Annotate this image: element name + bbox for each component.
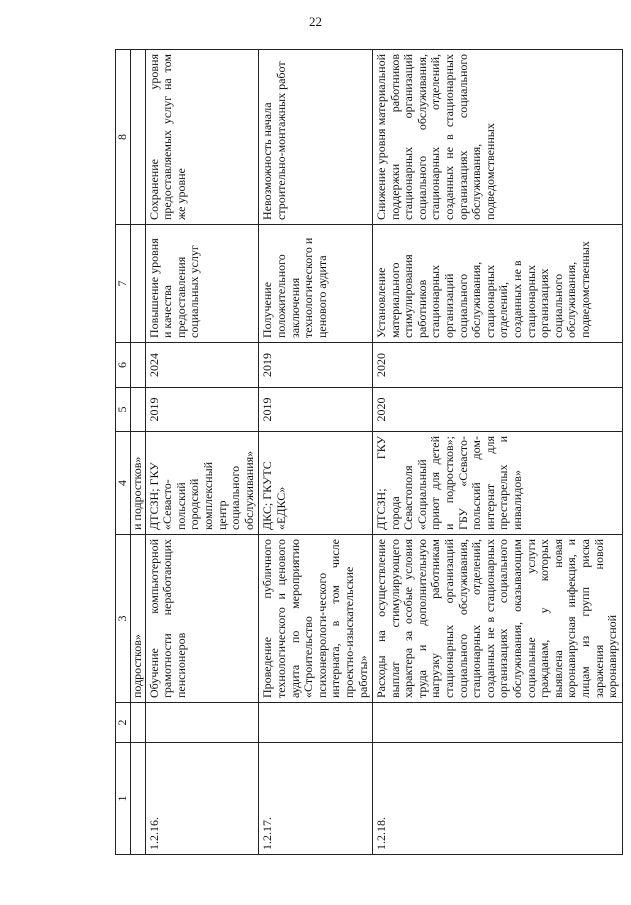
header-cell-3: 3 <box>116 535 131 703</box>
table-row <box>259 50 373 855</box>
cont-cell-7 <box>131 225 146 343</box>
header-cell-4: 4 <box>116 432 131 535</box>
cont-executor: и подростков» <box>131 432 146 535</box>
row-end-year: 2020 <box>373 343 623 388</box>
row-col2 <box>145 703 259 743</box>
row-consequence: Снижение уровня материальной поддержки работников стационарных организаций социального обслуживания, стационарных отделений, созданных не в стационарных организациях социального обслуживания, подведомственных <box>373 50 623 225</box>
cont-cell-8 <box>131 50 146 225</box>
row-executor: ДТСЗН; ГКУ «Севасто-польский городской комплексный центр социального обслуживания» <box>145 432 259 535</box>
continuation-row <box>131 50 146 855</box>
row-col2 <box>373 703 623 743</box>
header-cell-6: 6 <box>116 343 131 388</box>
page-number: 22 <box>309 14 322 29</box>
cont-event: подростков» <box>131 535 146 703</box>
row-executor: ДКС; ГКУТС «ЕДКС» <box>259 432 373 535</box>
cont-cell-1 <box>131 743 146 855</box>
header-cell-1: 1 <box>116 743 131 855</box>
row-event: Проведение публичного технологического и ценового аудита по мероприятию «Строительство психоневрологи-ческого интерната, в том числе проектно-изыскательские работы» <box>259 535 373 703</box>
row-result: Повышение уровня и качества предоставления социальных услуг <box>145 225 259 343</box>
row-result: Получение положительного заключения технологического и ценового аудита <box>259 225 373 343</box>
cont-cell-6 <box>131 343 146 388</box>
header-row <box>116 50 131 855</box>
table-row <box>373 50 623 855</box>
header-cell-7: 7 <box>116 225 131 343</box>
header-cell-8: 8 <box>116 50 131 225</box>
row-consequence: Невозможность начала строительно-монтажных работ <box>259 50 373 225</box>
row-consequence: Сохранение уровня предоставляемых услуг на том же уровне <box>145 50 259 225</box>
row-result: Установление материального стимулирования работников стационарных организаций социального обслуживания, стационарных отделений, созданных не в стационарных организациях социального обслуживания, подведомственных <box>373 225 623 343</box>
measures-table <box>115 49 623 855</box>
rotated-table-wrapper <box>115 50 620 855</box>
row-col2 <box>259 703 373 743</box>
row-end-year: 2024 <box>145 343 259 388</box>
row-event: Обучение компьютерной грамотности неработающих пенсионеров <box>145 535 259 703</box>
row-start-year: 2020 <box>373 388 623 432</box>
header-cell-5: 5 <box>116 388 131 432</box>
row-start-year: 2019 <box>145 388 259 432</box>
row-number: 1.2.16. <box>145 743 259 855</box>
cont-cell-5 <box>131 388 146 432</box>
table-row <box>145 50 259 855</box>
row-end-year: 2019 <box>259 343 373 388</box>
row-number: 1.2.18. <box>373 743 623 855</box>
row-number: 1.2.17. <box>259 743 373 855</box>
row-executor: ДТСЗН; ГКУ города Севастополя «Социальный приют для детей и подростков»; ГБУ «Севасто-польский дом-интернат для престарелых и инвалидов» <box>373 432 623 535</box>
row-event: Расходы на осуществление выплат стимулирующего характера за особые условия труда и дополнительную нагрузку работникам стационарных организаций социального обслуживания, стационарных отделений, созданных не в стационарных организациях социального обслуживания, оказывающим социальные услуги гражданам, у которых выявлена новая коронавирусная инфекция, и лицам из групп риска заражения новой коронавирусной <box>373 535 623 703</box>
cont-cell-2 <box>131 703 146 743</box>
header-cell-2: 2 <box>116 703 131 743</box>
row-start-year: 2019 <box>259 388 373 432</box>
